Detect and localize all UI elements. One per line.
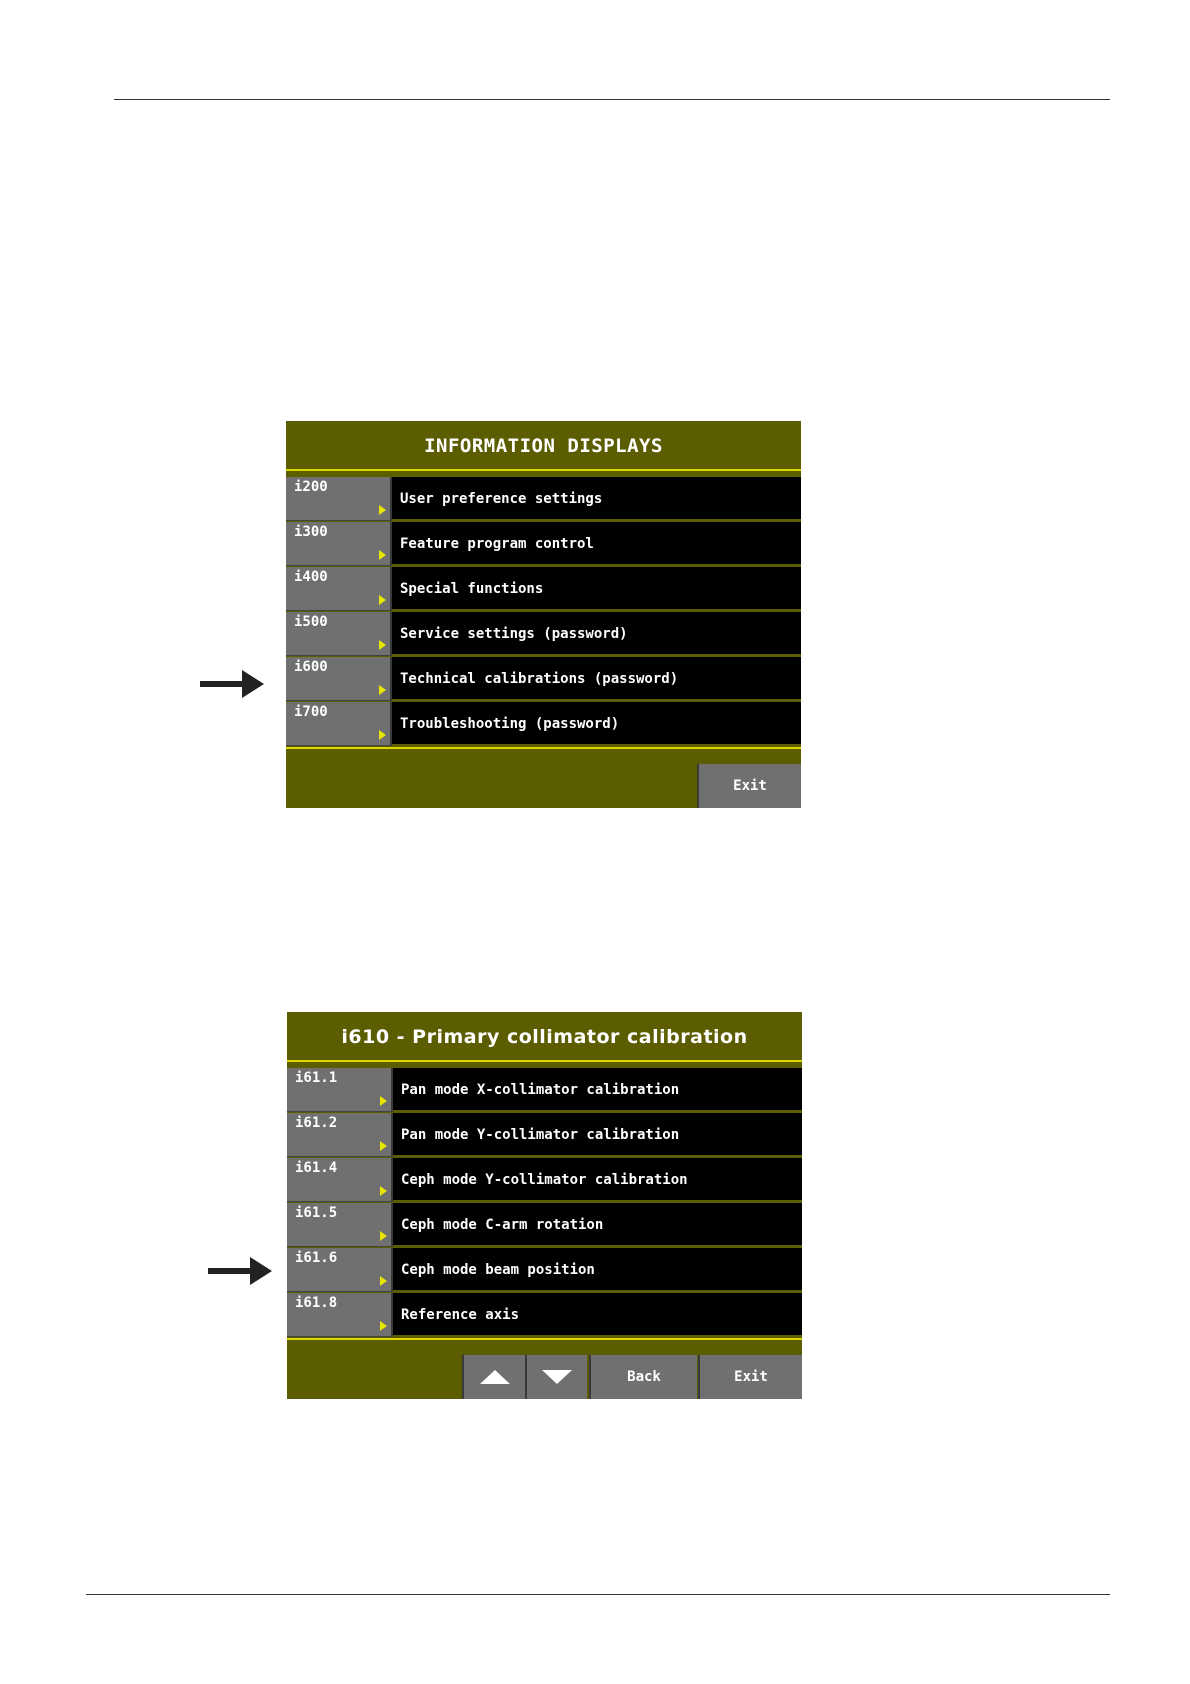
menu-item-label[interactable]: Service settings (password) [392, 612, 801, 655]
triangle-right-icon [379, 550, 386, 560]
panel-footer [287, 1355, 802, 1399]
arrow-right-icon [200, 670, 266, 698]
footer-rule [86, 1594, 1110, 1595]
menu-code-button[interactable] [286, 477, 392, 521]
triangle-right-icon [379, 505, 386, 515]
menu-item-label[interactable]: Ceph mode C-arm rotation [393, 1203, 802, 1246]
panel-footer [286, 764, 801, 808]
title-divider [287, 1060, 802, 1062]
menu-item-label[interactable]: Reference axis [393, 1293, 802, 1336]
triangle-right-icon [379, 595, 386, 605]
back-button[interactable]: Back [589, 1355, 697, 1399]
menu-code: i61.4 [295, 1160, 338, 1176]
menu-code: i600 [294, 659, 328, 675]
menu-code: i61.2 [295, 1115, 338, 1131]
menu-code: i500 [294, 614, 328, 630]
menu-code-button[interactable] [286, 522, 392, 566]
information-displays-panel [286, 421, 801, 808]
menu-item-i700[interactable] [286, 702, 801, 745]
panel-title: i610 - Primary collimator calibration [341, 1026, 748, 1048]
menu-item-i61-2[interactable] [287, 1113, 802, 1156]
triangle-right-icon [380, 1276, 387, 1286]
menu-code-button[interactable] [287, 1068, 393, 1112]
menu-code-button[interactable] [287, 1293, 393, 1337]
exit-button[interactable]: Exit [697, 764, 801, 808]
panel-title: INFORMATION DISPLAYS [424, 435, 663, 457]
menu-item-label[interactable]: Technical calibrations (password) [392, 657, 801, 700]
menu-item-i600[interactable] [286, 657, 801, 700]
triangle-right-icon [380, 1231, 387, 1241]
menu-code-button[interactable] [286, 657, 392, 701]
title-divider [286, 469, 801, 471]
menu-code: i700 [294, 704, 328, 720]
menu-item-label[interactable]: Ceph mode Y-collimator calibration [393, 1158, 802, 1201]
triangle-right-icon [380, 1321, 387, 1331]
collimator-calibration-panel [287, 1012, 802, 1399]
menu-code-button[interactable] [286, 612, 392, 656]
menu-item-label[interactable]: Ceph mode beam position [393, 1248, 802, 1291]
menu-item-label[interactable]: Feature program control [392, 522, 801, 565]
triangle-right-icon [380, 1096, 387, 1106]
menu-item-i61-5[interactable] [287, 1203, 802, 1246]
menu-code: i61.6 [295, 1250, 338, 1266]
header-rule [114, 99, 1110, 100]
menu-code-button[interactable] [287, 1248, 393, 1292]
scroll-up-button[interactable] [462, 1355, 525, 1399]
triangle-right-icon [380, 1186, 387, 1196]
menu-item-i61-1[interactable] [287, 1068, 802, 1111]
menu-item-label[interactable]: Pan mode Y-collimator calibration [393, 1113, 802, 1156]
footer-divider [287, 1338, 802, 1340]
menu-list [287, 1068, 802, 1336]
menu-code-button[interactable] [287, 1113, 393, 1157]
triangle-right-icon [379, 730, 386, 740]
menu-item-label[interactable]: User preference settings [392, 477, 801, 520]
menu-item-label[interactable]: Pan mode X-collimator calibration [393, 1068, 802, 1111]
menu-item-i61-6[interactable] [287, 1248, 802, 1291]
triangle-right-icon [379, 640, 386, 650]
menu-list [286, 477, 801, 745]
menu-code: i400 [294, 569, 328, 585]
menu-item-label[interactable]: Troubleshooting (password) [392, 702, 801, 745]
menu-code: i200 [294, 479, 328, 495]
menu-code: i61.8 [295, 1295, 338, 1311]
exit-button[interactable]: Exit [698, 1355, 802, 1399]
menu-code-button[interactable] [287, 1203, 393, 1247]
triangle-right-icon [379, 685, 386, 695]
menu-code: i61.5 [295, 1205, 338, 1221]
menu-item-i400[interactable] [286, 567, 801, 610]
menu-code-button[interactable] [287, 1158, 393, 1202]
menu-item-label[interactable]: Special functions [392, 567, 801, 610]
menu-item-i61-4[interactable] [287, 1158, 802, 1201]
menu-item-i500[interactable] [286, 612, 801, 655]
menu-code-button[interactable] [286, 567, 392, 611]
scroll-down-icon [542, 1370, 572, 1384]
menu-item-i300[interactable] [286, 522, 801, 565]
footer-divider [286, 747, 801, 749]
menu-code-button[interactable] [286, 702, 392, 746]
menu-item-i61-8[interactable] [287, 1293, 802, 1336]
menu-item-i200[interactable] [286, 477, 801, 520]
menu-code: i300 [294, 524, 328, 540]
scroll-down-button[interactable] [525, 1355, 587, 1399]
scroll-up-icon [480, 1370, 510, 1384]
triangle-right-icon [380, 1141, 387, 1151]
arrow-right-icon [208, 1257, 274, 1285]
menu-code: i61.1 [295, 1070, 338, 1086]
